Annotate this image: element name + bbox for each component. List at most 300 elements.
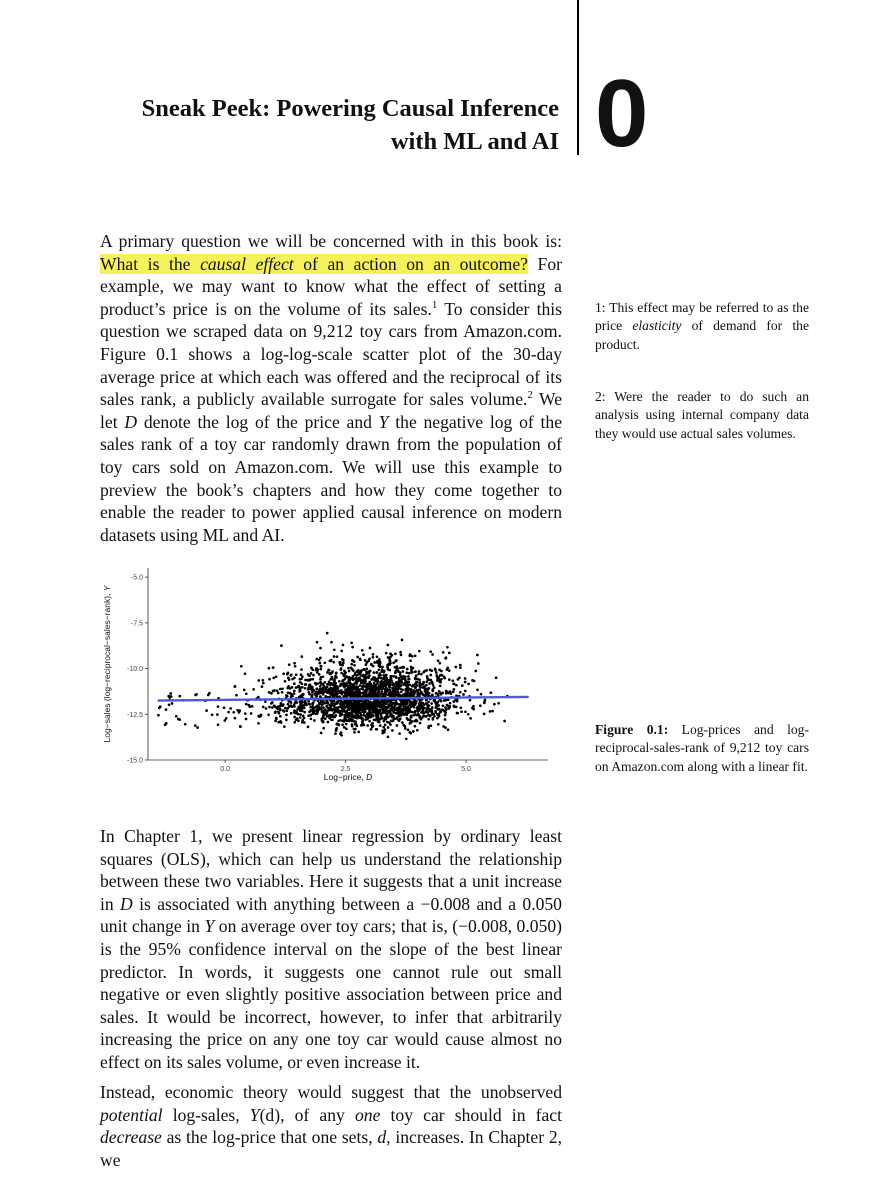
scatter-point	[293, 716, 296, 719]
sidenote-1	[595, 299, 809, 354]
scatter-point	[335, 727, 338, 730]
scatter-point	[301, 719, 304, 722]
scatter-point	[275, 718, 278, 721]
scatter-point	[281, 691, 284, 694]
scatter-point	[344, 706, 347, 709]
scatter-point	[289, 701, 292, 704]
scatter-point	[426, 707, 429, 710]
scatter-point	[369, 690, 372, 693]
scatter-point	[503, 720, 506, 723]
scatter-point	[401, 639, 404, 642]
x-axis-label: Log−price, D	[323, 772, 373, 782]
scatter-point	[414, 654, 417, 657]
text: , we present linear regression by ordinary least squares (OLS), which can help us understand the relationship between these two variables. Here it suggests that a unit increase in	[100, 826, 562, 914]
scatter-point	[319, 668, 322, 671]
scatter-point	[307, 673, 310, 676]
scatter-point	[361, 708, 364, 711]
scatter-point	[351, 687, 354, 690]
scatter-point	[409, 688, 412, 691]
scatter-point	[303, 707, 306, 710]
scatter-point	[405, 671, 408, 674]
scatter-point	[423, 712, 426, 715]
scatter-point	[386, 690, 389, 693]
scatter-point	[320, 676, 323, 679]
scatter-point	[434, 701, 437, 704]
scatter-point	[347, 667, 350, 670]
scatter-point	[310, 672, 313, 675]
scatter-point	[412, 702, 415, 705]
scatter-point	[448, 652, 451, 655]
scatter-point	[415, 674, 418, 677]
scatter-point	[418, 650, 421, 653]
scatter-point	[300, 682, 303, 685]
scatter-point	[291, 678, 294, 681]
scatter-point	[295, 718, 298, 721]
x-tick-label: 2.5	[340, 766, 351, 773]
scatter-point	[320, 732, 323, 735]
scatter-point	[349, 712, 352, 715]
scatter-point	[342, 695, 345, 698]
scatter-point	[394, 666, 397, 669]
y-axis-label: Log−sales (log−reciprocal−sales−rank), Y	[102, 585, 112, 743]
scatter-point	[400, 690, 403, 693]
scatter-point	[343, 703, 346, 706]
scatter-point	[399, 705, 402, 708]
scatter-point	[279, 715, 282, 718]
scatter-point	[316, 671, 319, 674]
text: on average over toy cars; that is, (−0.008, 0.050) is the 95% confidence interval on the slope of the best linear predictor. In words, it suggests one cannot rule out small negative or even slightly positive association between price and sales. It would be incorrect, however, to infer that arbitrarily increasing the price on any one toy car would cause almost no effect on its sales volume, or even increase it.	[100, 916, 562, 1072]
scatter-point	[366, 724, 369, 727]
scatter-point	[316, 712, 319, 715]
scatter-point	[402, 670, 405, 673]
scatter-point	[356, 711, 359, 714]
scatter-point	[323, 710, 326, 713]
scatter-point	[401, 721, 404, 724]
scatter-point	[271, 706, 274, 709]
scatter-point	[357, 731, 360, 734]
scatter-point	[235, 694, 238, 697]
scatter-point	[368, 693, 371, 696]
scatter-point	[295, 673, 298, 676]
scatter-point	[409, 721, 412, 724]
scatter-point	[432, 718, 435, 721]
footnote-ref-1[interactable]: 1	[431, 298, 438, 311]
scatter-point	[352, 683, 355, 686]
scatter-point	[495, 676, 498, 679]
scatter-point	[364, 700, 367, 703]
scatter-point	[367, 670, 370, 673]
math-var: d	[377, 1127, 387, 1148]
scatter-point	[293, 692, 296, 695]
scatter-point	[406, 692, 409, 695]
x-tick-label: 5.0	[461, 766, 471, 773]
scatter-point	[383, 676, 386, 679]
scatter-point	[380, 677, 383, 680]
scatter-point	[217, 705, 220, 708]
scatter-point	[384, 724, 387, 727]
scatter-point	[429, 724, 432, 727]
scatter-point	[385, 680, 388, 683]
scatter-point	[293, 705, 296, 708]
scatter-point	[460, 710, 463, 713]
scatter-point	[397, 711, 400, 714]
scatter-point	[342, 679, 345, 682]
scatter-point	[402, 666, 405, 669]
scatter-point	[287, 703, 290, 706]
scatter-point	[352, 675, 355, 678]
scatter-point	[369, 714, 372, 717]
scatter-point	[386, 714, 389, 717]
scatter-point	[421, 702, 424, 705]
scatter-point	[250, 712, 253, 715]
scatter-point	[431, 706, 434, 709]
scatter-point	[366, 706, 369, 709]
scatter-point	[459, 691, 462, 694]
scatter-point	[353, 678, 356, 681]
scatter-point	[331, 718, 334, 721]
scatter-point	[446, 646, 449, 649]
scatter-point	[277, 705, 280, 708]
scatter-point	[184, 723, 187, 726]
scatter-point	[477, 662, 480, 665]
scatter-point	[448, 669, 451, 672]
math: (d)	[259, 1104, 281, 1125]
paragraph-intro	[100, 230, 562, 546]
scatter-point	[354, 720, 357, 723]
scatter-point	[381, 729, 384, 732]
text: toy car should in fact	[380, 1104, 562, 1125]
scatter-point	[376, 678, 379, 681]
scatter-point	[311, 688, 314, 691]
scatter-point	[354, 715, 357, 718]
scatter-point	[320, 665, 323, 668]
scatter-point	[293, 690, 296, 693]
scatter-point	[380, 717, 383, 720]
scatter-point	[244, 712, 247, 715]
scatter-point	[437, 714, 440, 717]
scatter-point	[284, 707, 287, 710]
sidenote-2: 2: Were the reader to do such an analysis using internal company data they would use actual sales volumes.	[595, 389, 809, 441]
scatter-point	[299, 703, 302, 706]
scatter-point	[434, 711, 437, 714]
scatter-point	[375, 671, 378, 674]
scatter-point	[353, 692, 356, 695]
scatter-point	[305, 683, 308, 686]
scatter-point	[446, 667, 449, 670]
scatter-point	[362, 653, 365, 656]
scatter-point	[451, 679, 454, 682]
scatter-point	[307, 726, 310, 729]
scatter-points	[157, 632, 509, 740]
y-axis-var: Y	[102, 585, 112, 592]
scatter-point	[373, 671, 376, 674]
math-var: D	[124, 411, 138, 432]
scatter-point	[326, 706, 329, 709]
scatter-point	[407, 675, 410, 678]
scatter-point	[339, 663, 342, 666]
scatter-point	[389, 704, 392, 707]
scatter-point	[419, 707, 422, 710]
scatter-point	[383, 718, 386, 721]
scatter-point	[257, 722, 260, 725]
scatter-point	[251, 705, 254, 708]
scatter-point	[353, 664, 356, 667]
scatter-point	[402, 683, 405, 686]
scatter-point	[310, 718, 313, 721]
scatter-point	[287, 707, 290, 710]
scatter-point	[294, 665, 297, 668]
scatter-point	[483, 713, 486, 716]
scatter-point	[449, 702, 452, 705]
caption-text: Log-prices and log-reciprocal-sales-rank of 9,212 toy cars on Amazon.com along with a linear fit.	[595, 722, 809, 774]
paragraph-ols	[100, 825, 562, 1074]
scatter-point	[431, 713, 434, 716]
scatter-point	[413, 706, 416, 709]
scatter-point	[351, 705, 354, 708]
scatter-point	[439, 684, 442, 687]
scatter-point	[434, 706, 437, 709]
scatter-point	[441, 709, 444, 712]
scatter-point	[429, 674, 432, 677]
scatter-point	[443, 675, 446, 678]
scatter-point	[374, 677, 377, 680]
scatter-point	[297, 713, 300, 716]
scatter-point	[431, 693, 434, 696]
scatter-point	[459, 706, 462, 709]
scatter-point	[372, 665, 375, 668]
scatter-point	[444, 718, 447, 721]
scatter-point	[290, 673, 293, 676]
scatter-point	[429, 679, 432, 682]
scatter-point	[283, 725, 286, 728]
scatter-point	[408, 678, 411, 681]
y-tick-label: -7.5	[130, 620, 143, 628]
scatter-point	[366, 689, 369, 692]
scatter-point	[308, 684, 311, 687]
scatter-point	[398, 677, 401, 680]
scatter-point	[334, 715, 337, 718]
scatter-point	[304, 687, 307, 690]
scatter-point	[343, 673, 346, 676]
scatter-point	[316, 641, 319, 644]
scatter-point	[370, 708, 373, 711]
scatter-point	[326, 715, 329, 718]
scatter-point	[326, 632, 329, 635]
scatter-point	[363, 668, 366, 671]
chapter-link-1[interactable]: 1	[189, 826, 199, 846]
scatter-point	[334, 732, 337, 735]
scatter-point	[257, 679, 260, 682]
scatter-point	[455, 684, 458, 687]
scatter-point	[385, 652, 388, 655]
paragraph-theory	[100, 1081, 562, 1171]
scatter-point	[484, 699, 487, 702]
scatter-point	[360, 682, 363, 685]
scatter-point	[390, 679, 393, 682]
scatter-point	[361, 719, 364, 722]
scatter-point	[448, 678, 451, 681]
scatter-point	[319, 647, 322, 650]
scatter-point	[491, 710, 494, 713]
caption-label: Figure 0.1:	[595, 722, 669, 737]
scatter-point	[286, 687, 289, 690]
scatter-point	[205, 709, 208, 712]
scatter-point	[362, 685, 365, 688]
scatter-point	[323, 686, 326, 689]
scatter-point	[418, 670, 421, 673]
scatter-point	[407, 706, 410, 709]
scatter-point	[452, 690, 455, 693]
scatter-point	[378, 684, 381, 687]
scatter-point	[356, 706, 359, 709]
scatter-point	[301, 694, 304, 697]
scatter-point	[300, 668, 303, 671]
scatter-point	[293, 682, 296, 685]
scatter-point	[388, 688, 391, 691]
scatter-point	[430, 702, 433, 705]
scatter-point	[400, 654, 403, 657]
scatter-point	[341, 713, 344, 716]
scatter-point	[418, 704, 421, 707]
scatter-point	[165, 722, 168, 725]
scatter-point	[375, 728, 378, 731]
scatter-point	[419, 699, 422, 702]
scatter-point	[406, 713, 409, 716]
scatter-point	[394, 671, 397, 674]
scatter-point	[330, 702, 333, 705]
scatter-point	[194, 724, 197, 727]
scatter-point	[168, 703, 171, 706]
text: of demand for the product.	[595, 318, 809, 352]
scatter-point	[311, 705, 314, 708]
scatter-point	[433, 699, 436, 702]
scatter-point	[178, 695, 181, 698]
scatter-point	[347, 708, 350, 711]
scatter-point	[333, 680, 336, 683]
scatter-point	[398, 732, 401, 735]
scatter-point	[340, 734, 343, 737]
scatter-point	[401, 702, 404, 705]
scatter-point	[275, 706, 278, 709]
scatter-point	[410, 716, 413, 719]
math-var: Y	[378, 411, 389, 432]
scatter-point	[387, 726, 390, 729]
scatter-point	[322, 683, 325, 686]
scatter-point	[285, 714, 288, 717]
scatter-point	[476, 688, 479, 691]
scatter-point	[427, 713, 430, 716]
chapter-title	[89, 92, 559, 158]
plot-area	[102, 568, 548, 782]
scatter-point	[301, 675, 304, 678]
emphasis: potential	[100, 1104, 163, 1125]
scatter-point	[414, 670, 417, 673]
scatter-point	[350, 663, 353, 666]
scatter-point	[299, 716, 302, 719]
scatter-point	[464, 710, 467, 713]
scatter-point	[299, 678, 302, 681]
scatter-point	[332, 661, 335, 664]
scatter-point	[330, 682, 333, 685]
scatter-point	[364, 659, 367, 662]
scatter-point	[286, 695, 289, 698]
scatter-point	[374, 699, 377, 702]
scatter-point	[335, 729, 338, 732]
scatter-point	[344, 718, 347, 721]
scatter-point	[336, 655, 339, 658]
scatter-point	[429, 669, 432, 672]
scatter-point	[400, 713, 403, 716]
scatter-point	[327, 689, 330, 692]
scatter-point	[364, 718, 367, 721]
scatter-point	[438, 690, 441, 693]
chapter-link-2[interactable]: 2	[548, 1127, 558, 1148]
scatter-point	[452, 683, 455, 686]
scatter-point	[382, 726, 385, 729]
scatter-point	[285, 719, 288, 722]
scatter-point	[349, 681, 352, 684]
scatter-point	[345, 723, 348, 726]
scatter-point	[360, 687, 363, 690]
chapter-number: 0	[595, 60, 649, 167]
text: the negative log of the sales rank of a toy car randomly drawn from the population of toy cars sold on Amazon.com. We will use this example to preview the book’s chapters and how they come together to enable the reader to power applied causal inference on modern datasets using ML and AI.	[100, 411, 562, 545]
scatter-point	[360, 704, 363, 707]
scatter-point	[351, 646, 354, 649]
scatter-point	[388, 710, 391, 713]
scatter-point	[323, 702, 326, 705]
scatter-point	[440, 670, 443, 673]
scatter-point	[207, 694, 210, 697]
scatter-point	[284, 680, 287, 683]
scatter-point	[319, 685, 322, 688]
scatter-point	[336, 693, 339, 696]
footnote-ref-2[interactable]: 2	[527, 389, 533, 402]
scatter-point	[407, 711, 410, 714]
scatter-point	[384, 684, 387, 687]
scatter-point	[389, 652, 392, 655]
scatter-point	[272, 690, 275, 693]
scatter-point	[287, 691, 290, 694]
scatter-point	[370, 728, 373, 731]
scatter-point	[461, 684, 464, 687]
scatter-point	[339, 668, 342, 671]
scatter-point	[333, 648, 336, 651]
scatter-point	[376, 718, 379, 721]
scatter-point	[367, 660, 370, 663]
scatter-point	[331, 670, 334, 673]
scatter-point	[321, 720, 324, 723]
scatter-point	[407, 728, 410, 731]
scatter-point	[216, 713, 219, 716]
scatter-point	[452, 704, 455, 707]
scatter-point	[361, 723, 364, 726]
scatter-point	[354, 723, 357, 726]
scatter-point	[342, 662, 345, 665]
scatter-point	[268, 667, 271, 670]
scatter-point	[432, 684, 435, 687]
scatter-point	[430, 709, 433, 712]
scatter-point	[308, 693, 311, 696]
x-axis-var: D	[366, 772, 373, 782]
scatter-point	[371, 692, 374, 695]
scatter-point	[447, 707, 450, 710]
scatter-point	[474, 670, 477, 673]
scatter-point	[464, 677, 467, 680]
scatter-point	[424, 694, 427, 697]
scatter-point	[442, 651, 445, 654]
scatter-point	[347, 686, 350, 689]
scatter-point	[396, 724, 399, 727]
